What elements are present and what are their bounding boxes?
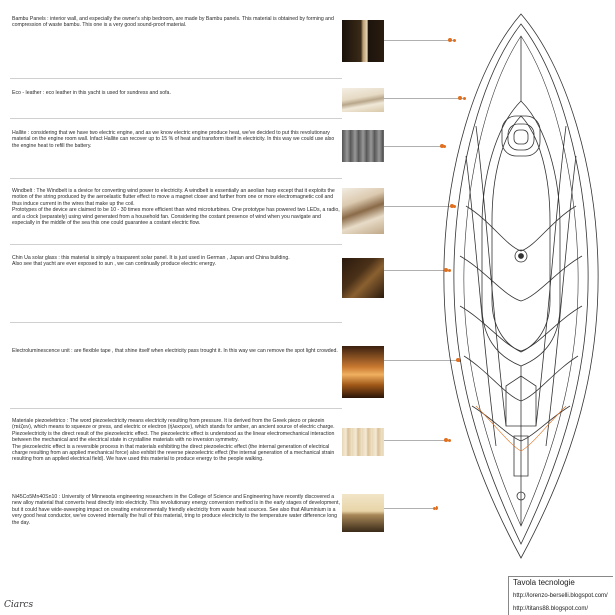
sheet-title: Tavola tecnologie	[513, 578, 575, 587]
section-alloy-text: Ni45Co5Mn40Sn10 : University of Minnesota engineering researchers in the College of Science and Engineering have recently discovered a new alloy material that converts heat directly into electricity. This revolutionary energy conversion method is in the early stages of development, but it could have wide-sweeping impact on creating environmentally friendly electricity from waste heat sources. See also that Alluminium is a very good heat conductor, we've covered internally the hull of this material, tring to produce electricity to the temperature water difference long the day.	[12, 494, 340, 526]
section-bambu-text: Bambu Panels : interior wall, and especially the owner's ship bedroom, are made by Bambu panels. This material is obtained by forming and compression of waste bambu. This one is a very good sound-proof material.	[12, 16, 334, 29]
section-windbelt-text: Windbelt : The Windbelt is a device for converting wind power to electricity. A windbelt is essentially an aeolian harp except that it exploits the motion of the string produced by the aeroelastic flutter effect to move a magnet closer and farther from one or more electromagnetic coil and thus induce current in the wires that make up the coil. Prototypes of the device are claimed to be 10 - 30 times more efficient than wind microturbines. One prototype has powered two LEDs, a radio, and a clock (separately) using wind generated from a household fan. Considering the costant presence of wind when you navigate and especially in the middle of the sea this one could guarantee a costant electric flow.	[12, 188, 340, 227]
section-piezoelectric-text: Materiale piezoelettrico : The word piezoelectricity means electricity resulting from pressure. It is derived from the Greek piezo or piezein (πιέζειν), which means to squeeze or press, and electric or electron (ήλεκτρον), which stands for amber, an ancient source of electric charge. Piezoelectricity is the direct result of the piezoelectric effect. The piezoelectric effect is understood as the linear electromechanical interaction between the mechanical and the electrical state in crystalline materials with no inversion symmetry. The piezoelectric effect is a reversible process in that materials exhibiting the direct piezoelectric effect (the internal generation of electrical charge resulting from an applied mechanical force) also exhibit the reverse piezoelectric effect (the internal generation of a mechanical strain resulting from an applied electrical field). We have used this material to produce energy to the people walking.	[12, 418, 335, 463]
section-solar-glass-text: Chin Ua solar glass : this material is simply a trasparent solar panel. It is just used in German , Japan and China building. Also see that yacht are ever exposed to sun , we can continually produce electric energy.	[12, 255, 290, 268]
divider	[10, 178, 342, 179]
blog-link-lorenzo[interactable]: http://lorenzo-berselli.blogspot.com/	[513, 593, 608, 599]
bambu-panel-photo	[342, 20, 384, 62]
leader-line-alloy	[384, 508, 434, 509]
designer-signature: Ciarcs	[4, 600, 34, 610]
yacht-top-view-drawing	[436, 6, 606, 566]
divider	[10, 78, 342, 79]
electroluminescence-photo	[342, 346, 384, 398]
leader-line-hallite	[384, 146, 444, 147]
alloy-photo	[342, 494, 384, 532]
blog-link-titans[interactable]: http://titans88.blogspot.com/	[513, 606, 589, 612]
windbelt-photo	[342, 188, 384, 234]
eco-leather-photo	[342, 88, 384, 112]
solar-glass-photo	[342, 258, 384, 298]
divider	[10, 118, 342, 119]
divider	[10, 408, 342, 409]
piezoelectric-floor-photo	[342, 428, 384, 456]
divider	[10, 322, 342, 323]
section-electroluminescence-text: Electroluminescence unit : are flexible tape , that shine itself when electricity pass trought it. In this way we can remove the spot light crowded.	[12, 348, 338, 354]
divider	[10, 244, 342, 245]
section-hallite-text: Hallite : considering that we have two electric engine, and as we know electric engine produce heat, we've decided to put this revolutionary material on the engine room wall. Infact Hallite can recover up to 15 % of heat and transform itself in electricity. In this way we could use also the engine heat to refill the battery.	[12, 130, 335, 149]
section-eco-leather-text: Eco - leather : eco leather in this yacht is used for sundress and sofa.	[12, 90, 171, 96]
hallite-photo	[342, 130, 384, 162]
